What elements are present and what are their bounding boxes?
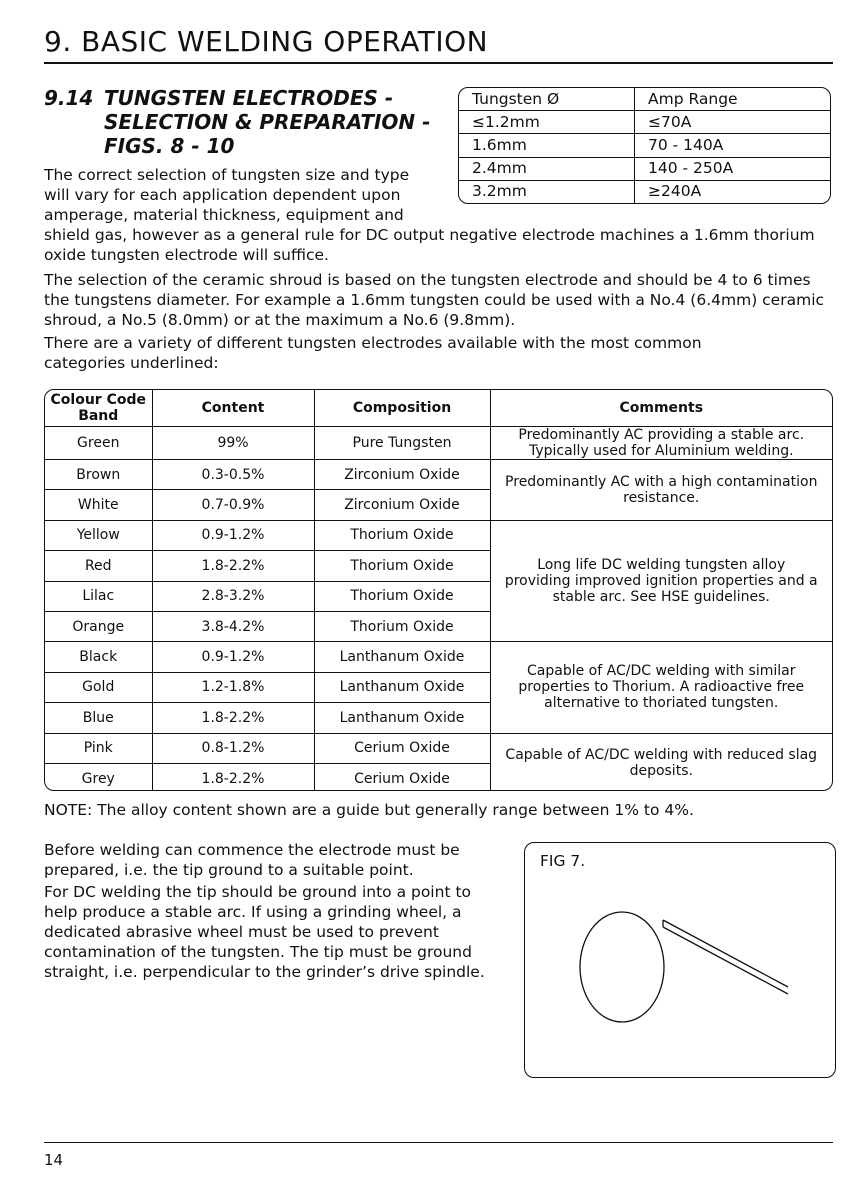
electrode-edge-upper <box>663 920 788 987</box>
footer-divider <box>44 1142 833 1143</box>
amp-cell-diameter: 2.4mm <box>459 157 635 180</box>
shroud-paragraph: The selection of the ceramic shroud is based on the tungsten electrode and should be 4 to 6 times the tungstens diameter. For example a 1.6mm tungsten could be used with a No.4 (6.4mm) ceramic shroud, a No.5 (8.0mm) or at the maximum a No.6 (9.8mm). <box>44 271 825 329</box>
cell-content: 0.3-0.5% <box>152 460 314 490</box>
electrode-table-header-row <box>45 390 832 427</box>
cell-content: 0.8-1.2% <box>152 733 314 763</box>
electrode-edge-lower <box>663 927 788 994</box>
header-comments: Comments <box>490 390 832 427</box>
cell-comments: Capable of AC/DC welding with reduced slag deposits. <box>490 733 832 791</box>
cell-composition: Cerium Oxide <box>314 763 490 791</box>
cell-colour-band: Blue <box>45 703 152 733</box>
cell-colour-band: Yellow <box>45 520 152 550</box>
amp-cell-range: 140 - 250A <box>635 157 831 180</box>
header-content: Content <box>152 390 314 427</box>
cell-colour-band: Pink <box>45 733 152 763</box>
cell-composition: Lanthanum Oxide <box>314 672 490 702</box>
chapter-title: 9. BASIC WELDING OPERATION <box>44 25 489 58</box>
amp-table-row <box>459 157 830 180</box>
grinding-wheel-figure <box>525 843 835 1077</box>
dc-grinding-paragraph: For DC welding the tip should be ground into a point to help produce a stable arc. If using a grinding wheel, a dedicated abrasive wheel must be used to prevent contamination of the tungsten. The tip must be ground straight, i.e. perpendicular to the grinder’s drive spindle. <box>44 883 485 981</box>
electrode-table-row <box>45 733 832 763</box>
amp-cell-diameter: 1.6mm <box>459 134 635 157</box>
cell-composition: Lanthanum Oxide <box>314 703 490 733</box>
amp-cell-range: 70 - 140A <box>635 134 831 157</box>
header-divider <box>44 62 833 64</box>
cell-colour-band: Grey <box>45 763 152 791</box>
cell-content: 2.8-3.2% <box>152 581 314 611</box>
cell-composition: Thorium Oxide <box>314 611 490 641</box>
cell-content: 99% <box>152 427 314 460</box>
cell-colour-band: Gold <box>45 672 152 702</box>
cell-composition: Thorium Oxide <box>314 581 490 611</box>
cell-comments: Predominantly AC with a high contamination resistance. <box>490 460 832 521</box>
amp-table-row <box>459 180 830 203</box>
electrode-table-row <box>45 427 832 460</box>
variety-paragraph: There are a variety of different tungsten electrodes available with the most common categories underlined: <box>44 334 702 372</box>
grinding-wheel-circle <box>580 912 664 1022</box>
header-composition: Composition <box>314 390 490 427</box>
section-title-line3: FIGS. 8 - 10 <box>104 134 235 158</box>
electrode-table-frame <box>44 389 833 791</box>
cell-content: 1.8-2.2% <box>152 551 314 581</box>
amp-table-row <box>459 111 830 134</box>
cell-content: 0.9-1.2% <box>152 520 314 550</box>
amp-table-header-row <box>459 88 830 111</box>
cell-composition: Pure Tungsten <box>314 427 490 460</box>
amp-cell-diameter: 3.2mm <box>459 180 635 203</box>
section-title-line2: SELECTION & PREPARATION - <box>104 110 431 134</box>
section-title-line1: TUNGSTEN ELECTRODES - <box>104 86 394 110</box>
cell-comments: Capable of AC/DC welding with similar properties to Thorium. A radioactive free alternative to thoriated tungsten. <box>490 642 832 733</box>
cell-colour-band: White <box>45 490 152 520</box>
intro-line-1: The correct selection of tungsten size and type <box>44 166 410 184</box>
cell-composition: Zirconium Oxide <box>314 490 490 520</box>
electrode-table-row <box>45 460 832 490</box>
intro-paragraph-continued: shield gas, however as a general rule for DC output negative electrode machines a 1.6mm thorium oxide tungsten electrode will suffice. <box>44 226 815 264</box>
cell-composition: Lanthanum Oxide <box>314 642 490 672</box>
amp-cell-range: ≥240A <box>648 182 702 201</box>
section-number: 9.14 <box>44 86 94 110</box>
cell-composition: Cerium Oxide <box>314 733 490 763</box>
cell-composition: Thorium Oxide <box>314 520 490 550</box>
amp-cell-range: ≤70A <box>635 111 831 134</box>
header-colour-code-band: Colour Code Band <box>45 390 152 427</box>
cell-colour-band: Green <box>45 427 152 460</box>
page-number: 14 <box>44 1151 64 1169</box>
electrode-table-row <box>45 520 832 550</box>
electrode-table-row <box>45 642 832 672</box>
cell-colour-band: Orange <box>45 611 152 641</box>
amp-table-row <box>459 134 830 157</box>
cell-colour-band: Black <box>45 642 152 672</box>
figure-label: FIG 7. <box>540 852 586 870</box>
intro-line-3: amperage, material thickness, equipment and <box>44 206 404 224</box>
amp-table-header-diameter: Tungsten Ø <box>459 88 635 111</box>
cell-content: 1.2-1.8% <box>152 672 314 702</box>
cell-content: 1.8-2.2% <box>152 763 314 791</box>
alloy-note: NOTE: The alloy content shown are a guide but generally range between 1% to 4%. <box>44 801 694 819</box>
prepare-paragraph: Before welding can commence the electrode must be prepared, i.e. the tip ground to a suitable point. <box>44 841 460 879</box>
cell-content: 0.7-0.9% <box>152 490 314 520</box>
amp-cell-diameter: ≤1.2mm <box>459 111 635 134</box>
amp-range-table <box>458 87 831 204</box>
cell-comments: Long life DC welding tungsten alloy providing improved ignition properties and a stable arc. See HSE guidelines. <box>490 520 832 642</box>
figure-frame <box>524 842 836 1078</box>
cell-colour-band: Red <box>45 551 152 581</box>
cell-comments: Predominantly AC providing a stable arc. Typically used for Aluminium welding. <box>490 427 832 460</box>
amp-table-header-amp: Amp Range <box>635 88 831 111</box>
cell-content: 0.9-1.2% <box>152 642 314 672</box>
cell-colour-band: Lilac <box>45 581 152 611</box>
cell-composition: Zirconium Oxide <box>314 460 490 490</box>
cell-composition: Thorium Oxide <box>314 551 490 581</box>
intro-line-2: will vary for each application dependent upon <box>44 186 401 204</box>
cell-colour-band: Brown <box>45 460 152 490</box>
cell-content: 3.8-4.2% <box>152 611 314 641</box>
cell-content: 1.8-2.2% <box>152 703 314 733</box>
electrode-table <box>45 390 832 791</box>
